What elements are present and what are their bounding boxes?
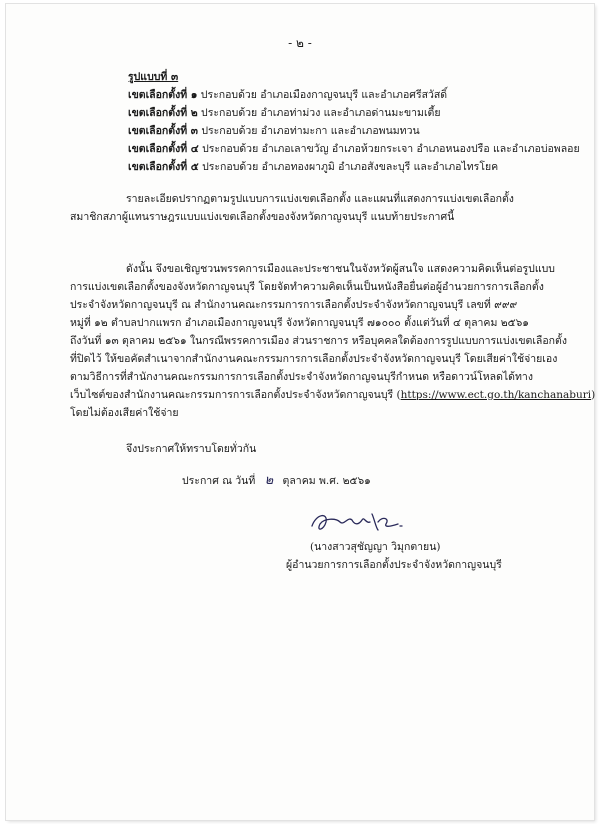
signature-image bbox=[306, 508, 406, 538]
paragraph-line: รายละเอียดปรากฏตามรูปแบบการแบ่งเขตเลือกตั้ง และแผนที่แสดงการแบ่งเขตเลือกตั้ง bbox=[126, 193, 514, 205]
paragraph-line: ดังนั้น จึงขอเชิญชวนพรรคการเมืองและประชาชนในจังหวัดผู้สนใจ แสดงความคิดเห็นต่อรูปแบบ bbox=[126, 263, 555, 275]
page-number: - ๒ - bbox=[288, 36, 312, 50]
district-text: ประกอบด้วย อำเภอเมืองกาญจนบุรี และอำเภอศรีสวัสดิ์ bbox=[197, 89, 448, 101]
paragraph-line: โดยไม่ต้องเสียค่าใช้จ่าย bbox=[70, 407, 179, 419]
district-line bbox=[128, 158, 568, 176]
district-line bbox=[128, 140, 580, 158]
announce-text: จึงประกาศให้ทราบโดยทั่วกัน bbox=[126, 443, 257, 455]
district-text: ประกอบด้วย อำเภอทองผาภูมิ อำเภอสังขละบุรี และอำเภอไทรโยค bbox=[198, 161, 499, 173]
format-title: รูปแบบที่ ๓ bbox=[128, 71, 179, 83]
paragraph-line: ประจำจังหวัดกาญจนบุรี ณ สำนักงานคณะกรรมการการเลือกตั้งประจำจังหวัดกาญจนบุรี เลขที่ ๙๙๙ bbox=[70, 299, 518, 311]
paragraph-line: สมาชิกสภาผู้แทนราษฎรแบบแบ่งเขตเลือกตั้งของจังหวัดกาญจนบุรี แนบท้ายประกาศนี้ bbox=[70, 211, 455, 223]
district-text: ประกอบด้วย อำเภอท่ามะกา และอำเภอพนมทวน bbox=[197, 125, 420, 137]
paragraph-invitation bbox=[70, 260, 596, 422]
website-suffix: ) bbox=[591, 389, 596, 401]
district-label: เขตเลือกตั้งที่ ๓ bbox=[128, 125, 198, 137]
paragraph-line: ตามวิธีการที่สำนักงานคณะกรรมการการเลือกตั้งประจำจังหวัดกาญจนบุรีกำหนด หรือดาวน์โหลดได้ทาง bbox=[70, 371, 533, 383]
district-line bbox=[128, 86, 568, 104]
paragraph-line: ที่ปิดไว้ ให้ขอคัดสำเนาจากสำนักงานคณะกรรมการการเลือกตั้งประจำจังหวัดกาญจนบุรี โดยเสียค่าใช้จ่ายเอง bbox=[70, 353, 558, 365]
paragraph-line: การแบ่งเขตเลือกตั้งของจังหวัดกาญจนบุรี โดยจัดทำความคิดเห็นเป็นหนังสือยื่นต่อผู้อำนวยการการเลือกตั้ง bbox=[70, 281, 544, 293]
date-prefix: ประกาศ ณ วันที่ bbox=[182, 475, 256, 487]
date-day-handwritten: ๒ bbox=[264, 473, 274, 488]
date-rest: ตุลาคม พ.ศ. ๒๕๖๑ bbox=[282, 475, 371, 487]
paragraph-line bbox=[70, 386, 596, 404]
announce-date bbox=[182, 472, 371, 490]
district-label: เขตเลือกตั้งที่ ๔ bbox=[128, 143, 199, 155]
paragraph-line: ถึงวันที่ ๑๓ ตุลาคม ๒๕๖๑ ในกรณีพรรคการเมือง ส่วนราชการ หรือบุคคลใดต้องการรูปแบบการแบ่งเขตเลือกตั้ง bbox=[70, 335, 567, 347]
signer-name-block bbox=[310, 538, 440, 556]
announce-line bbox=[126, 440, 256, 458]
website-link[interactable]: https://www.ect.go.th/kanchanaburi bbox=[400, 389, 592, 401]
paragraph-line: หมู่ที่ ๑๒ ตำบลปากแพรก อำเภอเมืองกาญจนบุรี จังหวัดกาญจนบุรี ๗๑๐๐๐ ตั้งแต่วันที่ ๔ ตุลาคม ๒๕๖๑ bbox=[70, 317, 529, 329]
signer-title-block bbox=[286, 556, 502, 574]
district-text: ประกอบด้วย อำเภอท่าม่วง และอำเภอด่านมะขามเตี้ย bbox=[197, 107, 441, 119]
website-prefix: เว็บไซต์ของสำนักงานคณะกรรมการการเลือกตั้งประจำจังหวัดกาญจนบุรี ( bbox=[70, 389, 401, 401]
district-label: เขตเลือกตั้งที่ ๑ bbox=[128, 89, 198, 101]
district-line bbox=[128, 104, 568, 122]
district-label: เขตเลือกตั้งที่ ๕ bbox=[128, 161, 199, 173]
signer-name: (นางสาวสุชัญญา วิมุกตายน) bbox=[310, 541, 441, 553]
district-line bbox=[128, 122, 568, 140]
district-label: เขตเลือกตั้งที่ ๒ bbox=[128, 107, 198, 119]
paragraph-details bbox=[70, 190, 540, 226]
signer-title: ผู้อำนวยการการเลือกตั้งประจำจังหวัดกาญจนบุรี bbox=[286, 559, 502, 571]
format-section bbox=[128, 68, 580, 176]
document-page bbox=[6, 4, 594, 820]
district-text: ประกอบด้วย อำเภอเลาขวัญ อำเภอห้วยกระเจา อำเภอหนองปรือ และอำเภอบ่อพลอย bbox=[198, 143, 580, 155]
